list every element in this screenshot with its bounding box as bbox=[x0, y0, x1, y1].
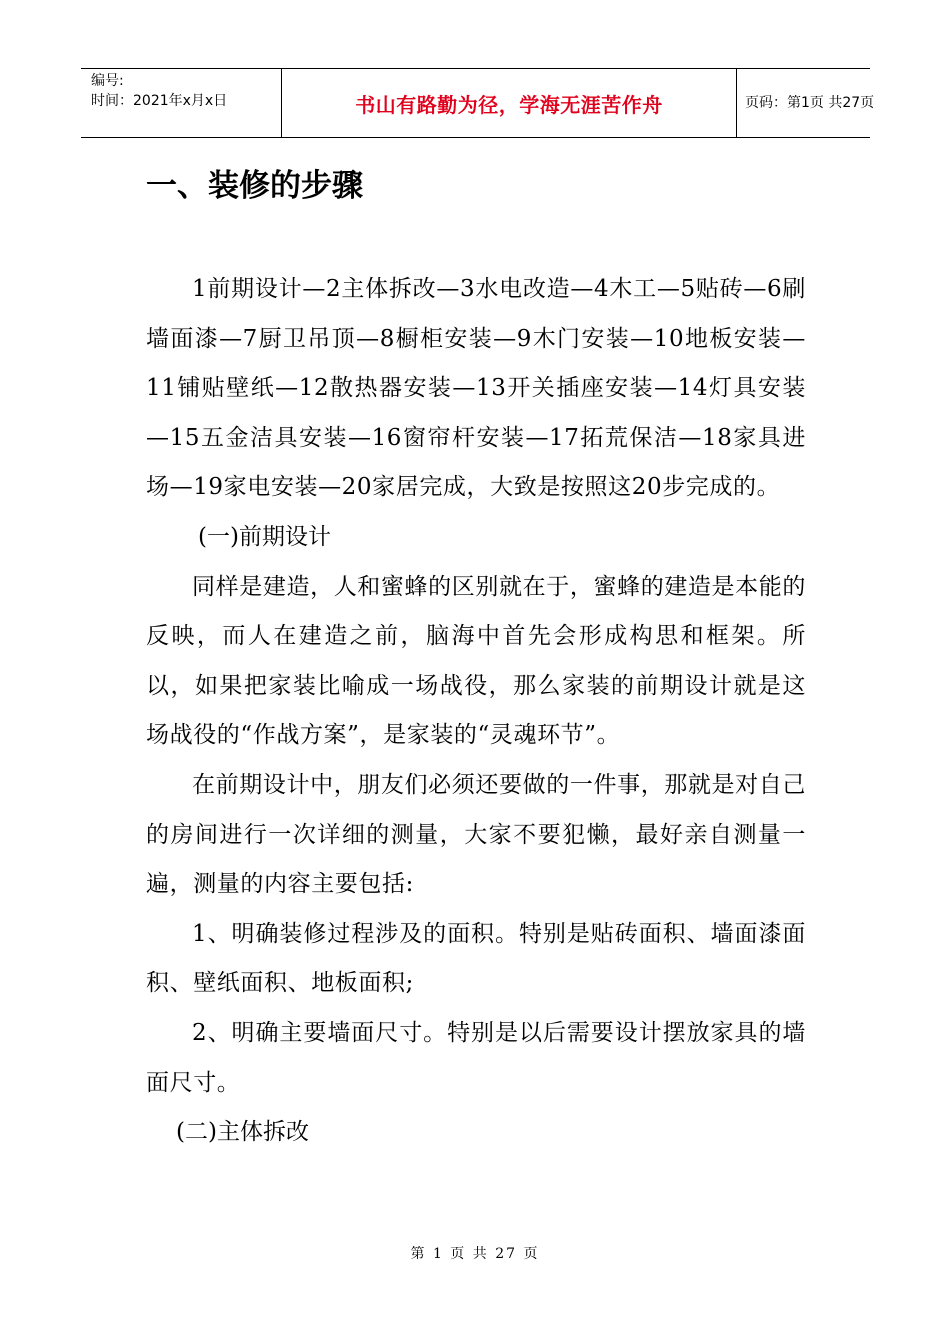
header-table bbox=[81, 68, 875, 138]
section-heading-demolition: (二)主体拆改 bbox=[176, 1119, 309, 1146]
header-page-cell bbox=[736, 69, 875, 137]
section-heading-design: (一)前期设计 bbox=[198, 523, 331, 550]
measure-item-1: 1、明确装修过程涉及的面积。特别是贴砖面积、墙面漆面积、壁纸面积、地板面积; bbox=[146, 920, 806, 997]
design-paragraph-2: 在前期设计中，朋友们必须还要做的一件事，那就是对自己的房间进行一次详细的测量，大家不要犯懒，最好亲自测量一遍，测量的内容主要包括: bbox=[146, 771, 806, 898]
measure-item-2: 2、明确主要墙面尺寸。特别是以后需要设计摆放家具的墙面尺寸。 bbox=[146, 1019, 806, 1096]
document-body bbox=[146, 265, 806, 1158]
motto-text: 书山有路勤为径，学海无涯苦作舟 bbox=[355, 93, 663, 117]
steps-paragraph: 1前期设计—2主体拆改—3水电改造—4木工—5贴砖—6刷墙面漆—7厨卫吊顶—8橱柜安装—9木门安装—10地板安装—11铺贴壁纸—12散热器安装—13开关插座安装—14灯具安装—15五金洁具安装—16窗帘杆安装—17拓荒保洁—18家具进场—19家电安装—20家居完成，大致是按照这20步完成的。 bbox=[146, 276, 806, 501]
page-title: 一、装修的步骤 bbox=[146, 168, 363, 204]
number-label: 编号: bbox=[91, 73, 124, 89]
time-label: 时间：2021年x月x日 bbox=[91, 93, 228, 109]
page-info: 页码：第1页 共27页 bbox=[745, 95, 875, 111]
header-meta-cell bbox=[81, 69, 281, 137]
page-footer: 第 1 页 共 27 页 bbox=[410, 1246, 540, 1262]
design-paragraph-1: 同样是建造，人和蜜蜂的区别就在于，蜜蜂的建造是本能的反映，而人在建造之前，脑海中首先会形成构思和框架。所以，如果把家装比喻成一场战役，那么家装的前期设计就是这场战役的“作战方案”，是家装的“灵魂环节”。 bbox=[146, 573, 806, 749]
header-motto-cell bbox=[281, 69, 737, 137]
